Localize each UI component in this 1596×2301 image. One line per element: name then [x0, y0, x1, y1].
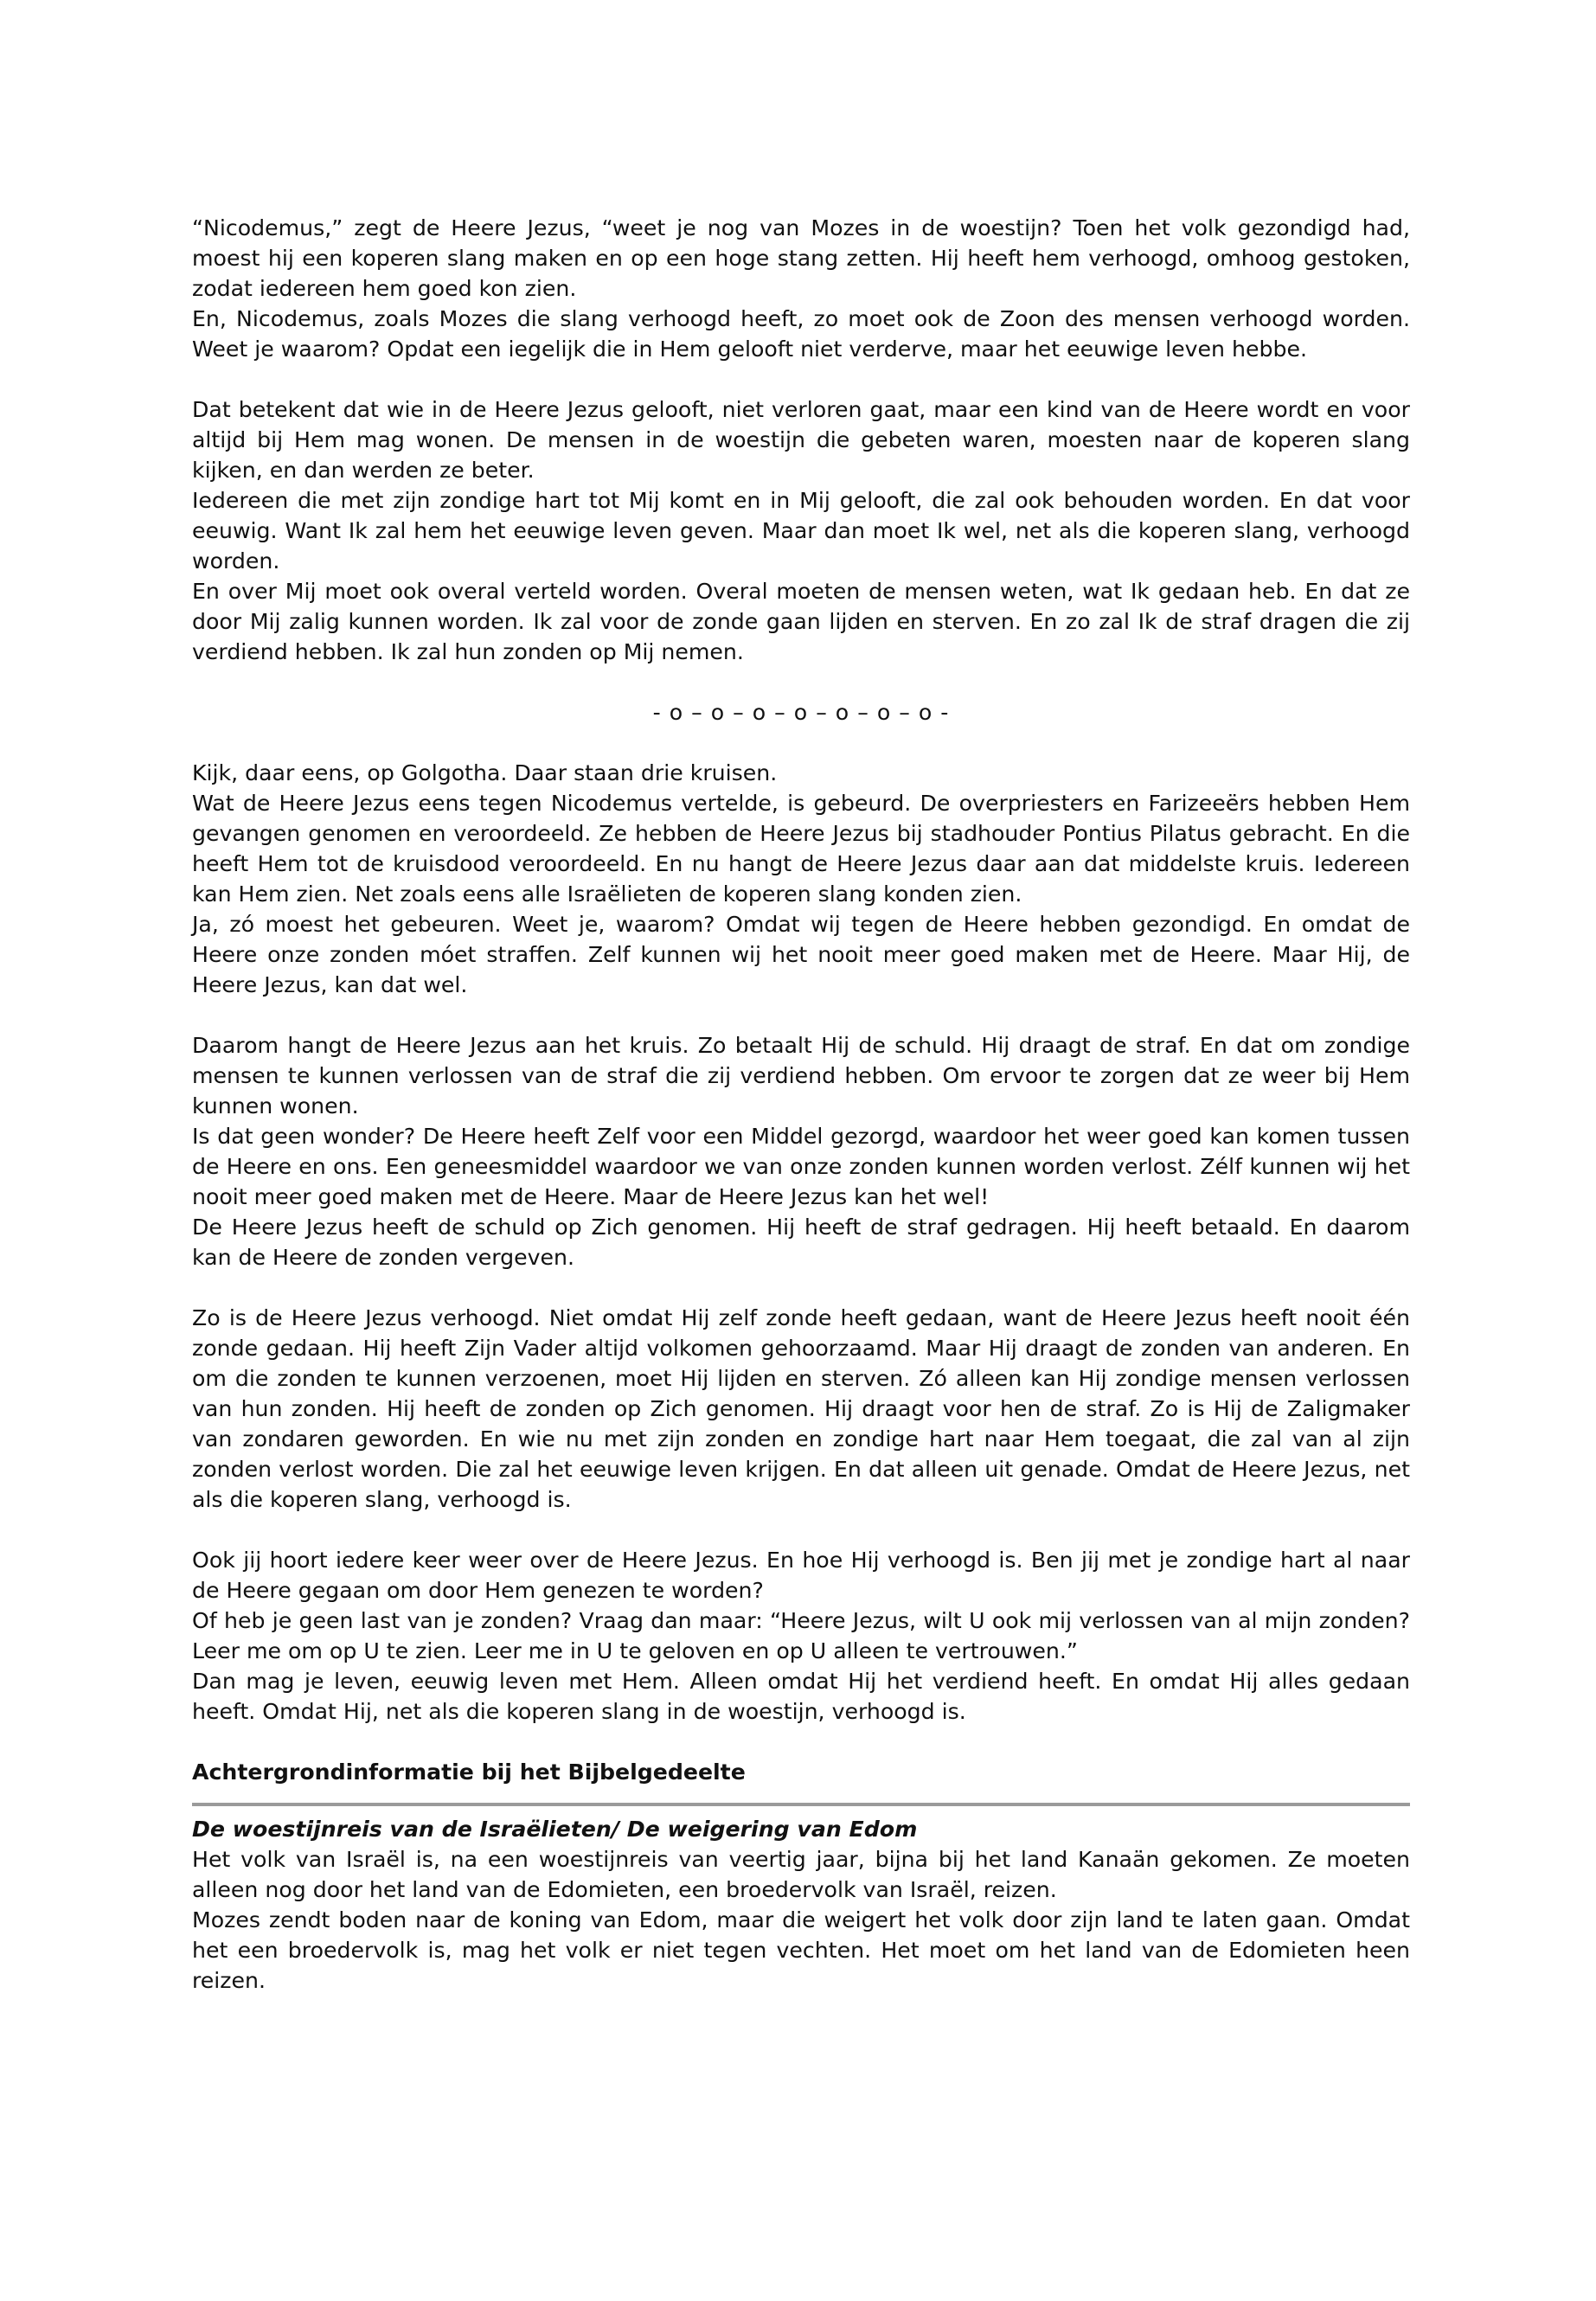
- text-line: Wat de Heere Jezus eens tegen Nicodemus vertelde, is gebeurd. De overpriesters en Farizeeërs hebben Hem gevangen genomen en veroordeeld. Ze hebben de Heere Jezus bij stadhouder Pontius Pilatus gebracht. En die heeft Hem tot de kruisdood veroordeeld. En nu hangt de Heere Jezus daar aan dat middelste kruis. Iedereen kan Hem zien. Net zoals eens alle Israëlieten de koperen slang konden zien.: [192, 791, 1410, 907]
- text-line: Ja, zó moest het gebeuren. Weet je, waarom? Omdat wij tegen de Heere hebben gezondigd. En omdat de Heere onze zonden móet straffen. Zelf kunnen wij het nooit meer goed maken met de Heere. Maar Hij, de Heere Jezus, kan dat wel.: [192, 912, 1410, 997]
- horizontal-rule: [192, 1803, 1410, 1806]
- text-line: Dat betekent dat wie in de Heere Jezus gelooft, niet verloren gaat, maar een kind van de Heere wordt en voor altijd bij Hem mag wonen. De mensen in de woestijn die gebeten waren, moesten naar de koperen slang kijken, en dan werden ze beter.: [192, 397, 1410, 483]
- background-heading: Achtergrondinformatie bij het Bijbelgedeelte: [192, 1759, 746, 1785]
- paragraph-application: [192, 1545, 1410, 1727]
- text-line: Het volk van Israël is, na een woestijnreis van veertig jaar, bijna bij het land Kanaän gekomen. Ze moeten alleen nog door het land van de Edomieten, een broedervolk van Israël, reizen.: [192, 1847, 1410, 1902]
- paragraph-nicodemus: [192, 213, 1410, 364]
- text-line: Is dat geen wonder? De Heere heeft Zelf voor een Middel gezorgd, waardoor het weer goed kan komen tussen de Heere en ons. Een geneesmiddel waardoor we van onze zonden kunnen worden verlost. Zélf kunnen wij het nooit meer goed maken met de Heere. Maar de Heere Jezus kan het wel!: [192, 1124, 1410, 1209]
- text-line: Mozes zendt boden naar de koning van Edom, maar die weigert het volk door zijn land te laten gaan. Omdat het een broedervolk is, mag het volk er niet tegen vechten. Het moet om het land van de Edomieten heen reizen.: [192, 1907, 1410, 1993]
- text-line: Daarom hangt de Heere Jezus aan het kruis. Zo betaalt Hij de schuld. Hij draagt de straf. En dat om zondige mensen te kunnen verlossen van de straf die zij verdiend hebben. Om ervoor te zorgen dat ze weer bij Hem kunnen wonen.: [192, 1033, 1410, 1118]
- text-line: Of heb je geen last van je zonden? Vraag dan maar: “Heere Jezus, wilt U ook mij verlossen van al mijn zonden? Leer me om op U te zien. Leer me in U te geloven en op U alleen te vertrouwen.”: [192, 1608, 1410, 1663]
- paragraph-background: [192, 1844, 1410, 1996]
- text-line: En, Nicodemus, zoals Mozes die slang verhoogd heeft, zo moet ook de Zoon des mensen verhoogd worden. Weet je waarom? Opdat een iegelijk die in Hem gelooft niet verderve, maar het eeuwige leven hebbe.: [192, 306, 1410, 362]
- background-subheading: De woestijnreis van de Israëlieten/ De weigering van Edom: [192, 1817, 918, 1842]
- text-line: De Heere Jezus heeft de schuld op Zich genomen. Hij heeft de straf gedragen. Hij heeft betaald. En daarom kan de Heere de zonden vergeven.: [192, 1215, 1410, 1270]
- paragraph-golgotha: [192, 758, 1410, 1000]
- text-line: Ook jij hoort iedere keer weer over de Heere Jezus. En hoe Hij verhoogd is. Ben jij met je zondige hart al naar de Heere gegaan om door Hem genezen te worden?: [192, 1548, 1410, 1603]
- text-line: Iedereen die met zijn zondige hart tot Mij komt en in Mij gelooft, die zal ook behouden worden. En dat voor eeuwig. Want Ik zal hem het eeuwige leven geven. Maar dan moet Ik wel, net als die koperen slang, verhoogd worden.: [192, 488, 1410, 574]
- section-divider: - o – o – o – o – o – o – o -: [652, 700, 950, 725]
- paragraph-exalted: [192, 1303, 1410, 1515]
- paragraph-cross: [192, 1030, 1410, 1272]
- text-line: Zo is de Heere Jezus verhoogd. Niet omdat Hij zelf zonde heeft gedaan, want de Heere Jezus heeft nooit één zonde gedaan. Hij heeft Zijn Vader altijd volkomen gehoorzaamd. Maar Hij draagt de zonden van anderen. En om die zonden te kunnen verzoenen, moet Hij lijden en sterven. Zó alleen kan Hij zondige mensen verlossen van hun zonden. Hij heeft de zonden op Zich genomen. Hij draagt voor hen de straf. Zo is Hij de Zaligmaker van zondaren geworden. En wie nu met zijn zonden en zondige hart naar Hem toegaat, die zal van al zijn zonden verlost worden. Die zal het eeuwige leven krijgen. En dat alleen uit genade. Omdat de Heere Jezus, net als die koperen slang, verhoogd is.: [192, 1305, 1410, 1512]
- text-line: En over Mij moet ook overal verteld worden. Overal moeten de mensen weten, wat Ik gedaan heb. En dat ze door Mij zalig kunnen worden. Ik zal voor de zonde gaan lijden en sterven. En zo zal Ik de straf dragen die zij verdiend hebben. Ik zal hun zonden op Mij nemen.: [192, 579, 1410, 664]
- text-line: Kijk, daar eens, op Golgotha. Daar staan drie kruisen.: [192, 760, 778, 785]
- paragraph-meaning: [192, 394, 1410, 667]
- text-line: “Nicodemus,” zegt de Heere Jezus, “weet je nog van Mozes in de woestijn? Toen het volk gezondigd had, moest hij een koperen slang maken en op een hoge stang zetten. Hij heeft hem verhoogd, omhoog gestoken, zodat iedereen hem goed kon zien.: [192, 215, 1410, 301]
- document-page: [192, 213, 1410, 2026]
- text-line: Dan mag je leven, eeuwig leven met Hem. Alleen omdat Hij het verdiend heeft. En omdat Hij alles gedaan heeft. Omdat Hij, net als die koperen slang in de woestijn, verhoogd is.: [192, 1669, 1410, 1724]
